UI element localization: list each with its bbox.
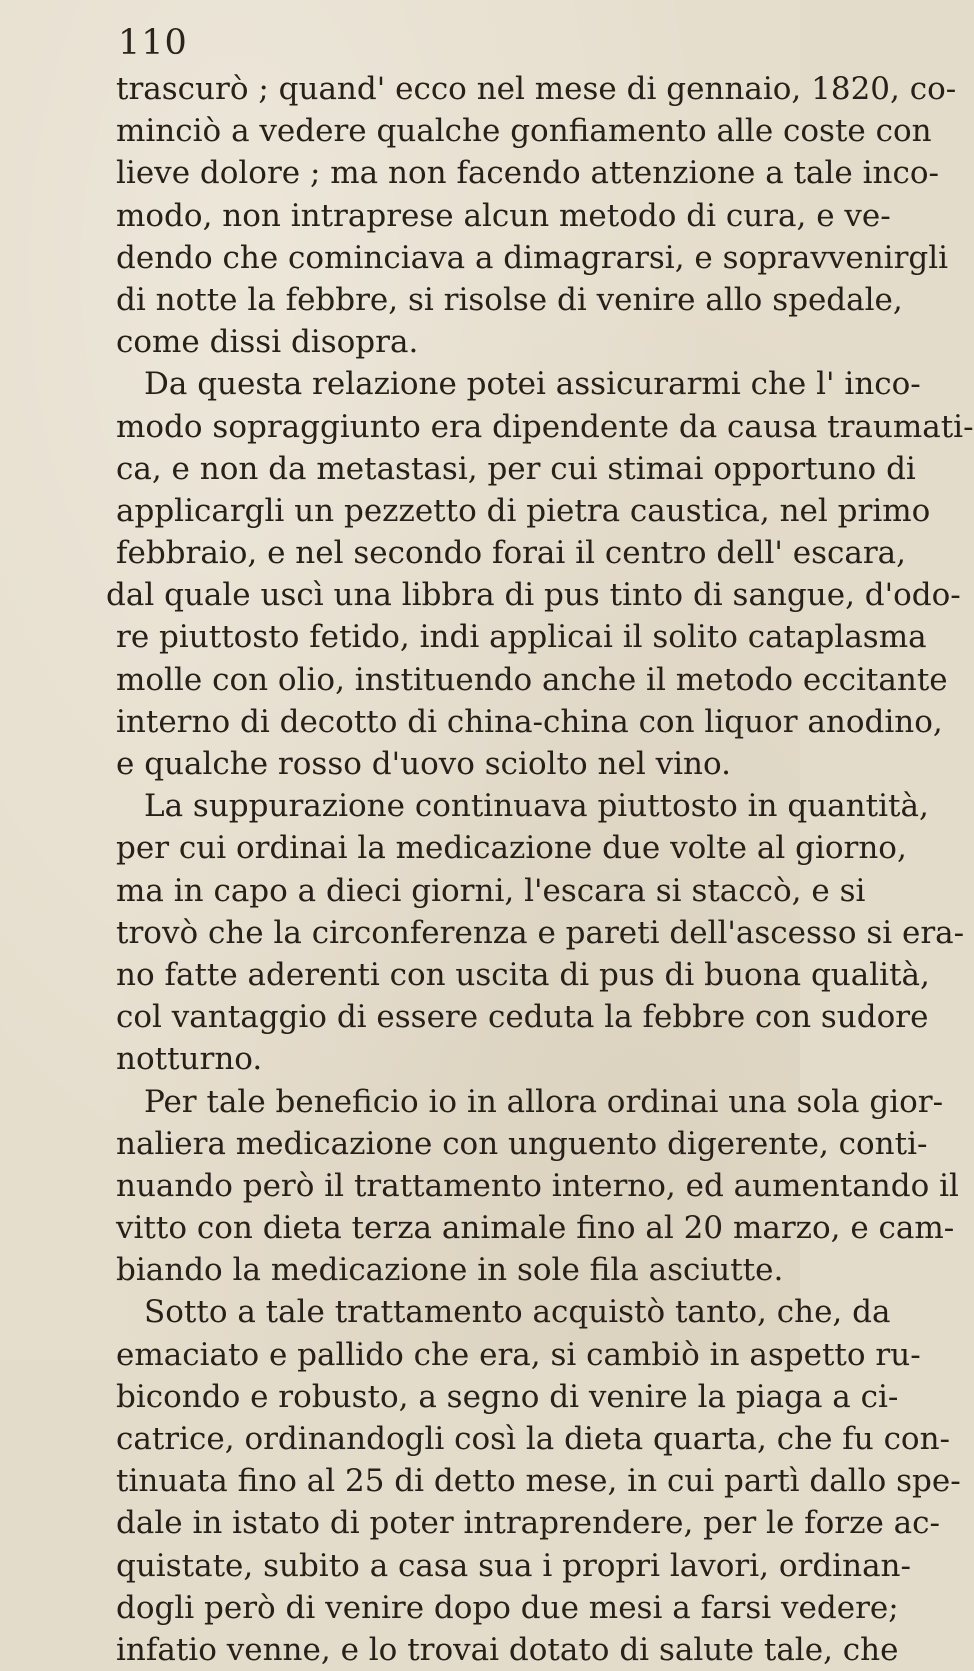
text-line: trovò che la circonferenza e pareti dell'ascesso si era- [116, 914, 965, 951]
text-line: dendo che cominciava a dimagrarsi, e sopravvenirgli [116, 239, 949, 276]
text-line: applicargli un pezzetto di pietra caustica, nel primo [116, 492, 931, 529]
text-line: naliera medicazione con unguento digerente, conti- [116, 1125, 928, 1162]
text-line: di notte la febbre, si risolse di venire allo spedale, [116, 281, 903, 318]
text-line: minciò a vedere qualche gonfiamento alle coste con [116, 113, 932, 150]
text-line: emaciato e pallido che era, si cambiò in aspetto ru- [116, 1336, 921, 1373]
text-line: febbraio, e nel secondo forai il centro dell' escara, [116, 535, 906, 572]
text-line: lieve dolore ; ma non facendo attenzione a tale inco- [116, 155, 940, 192]
text-line: ma in capo a dieci giorni, l'escara si staccò, e si [116, 872, 866, 909]
text-line: vitto con dieta terza animale fino al 20 marzo, e cam- [116, 1210, 955, 1247]
body-text [106, 68, 974, 1671]
paragraph-start-line: Da questa relazione potei assicurarmi che l' inco- [144, 366, 921, 403]
text-line: infatio venne, e lo trovai dotato di salute tale, che [116, 1631, 899, 1668]
page-number: 110 [118, 23, 188, 63]
text-line: col vantaggio di essere ceduta la febbre con sudore [116, 999, 929, 1036]
text-line: notturno. [116, 1041, 263, 1078]
text-line: no fatte aderenti con uscita di pus di buona qualità, [116, 956, 930, 993]
text-line: modo sopraggiunto era dipendente da causa traumati- [116, 408, 974, 445]
text-line: e qualche rosso d'uovo sciolto nel vino. [116, 746, 731, 782]
text-line: tinuata fino al 25 di detto mese, in cui partì dallo spe- [116, 1463, 961, 1500]
text-line: dal quale uscì una libbra di pus tinto di sangue, d'odo- [106, 577, 961, 614]
text-line: interno di decotto di china-china con liquor anodino, [116, 703, 943, 740]
text-line: dale in istato di poter intraprendere, per le forze ac- [116, 1505, 940, 1542]
text-line: modo, non intraprese alcun metodo di cura, e ve- [116, 197, 891, 234]
text-line: per cui ordinai la medicazione due volte al giorno, [116, 830, 907, 867]
text-line: nuando però il trattamento interno, ed aumentando il [116, 1167, 959, 1204]
paragraph-start-line: Sotto a tale trattamento acquistò tanto, che, da [144, 1294, 891, 1331]
paragraph-start-line: Per tale beneficio io in allora ordinai una sola gior- [144, 1083, 944, 1120]
text-line: bicondo e robusto, a segno di venire la piaga a ci- [116, 1378, 899, 1415]
text-line: come dissi disopra. [116, 324, 419, 361]
text-line: trascurò ; quand' ecco nel mese di gennaio, 1820, co- [116, 71, 957, 107]
text-line: molle con olio, instituendo anche il metodo eccitante [116, 661, 948, 698]
text-line: biando la medicazione in sole fila asciutte. [116, 1252, 784, 1289]
text-line: catrice, ordinandogli così la dieta quarta, che fu con- [116, 1421, 951, 1457]
text-line: dogli però di venire dopo due mesi a farsi vedere; [116, 1589, 899, 1626]
paragraph-start-line: La suppurazione continuava piuttosto in quantità, [144, 788, 929, 825]
text-line: re piuttosto fetido, indi applicai il solito cataplasma [116, 619, 927, 656]
text-line: quistate, subito a casa sua i propri lavori, ordinan- [116, 1547, 911, 1584]
text-line: ca, e non da metastasi, per cui stimai opportuno di [116, 450, 916, 487]
